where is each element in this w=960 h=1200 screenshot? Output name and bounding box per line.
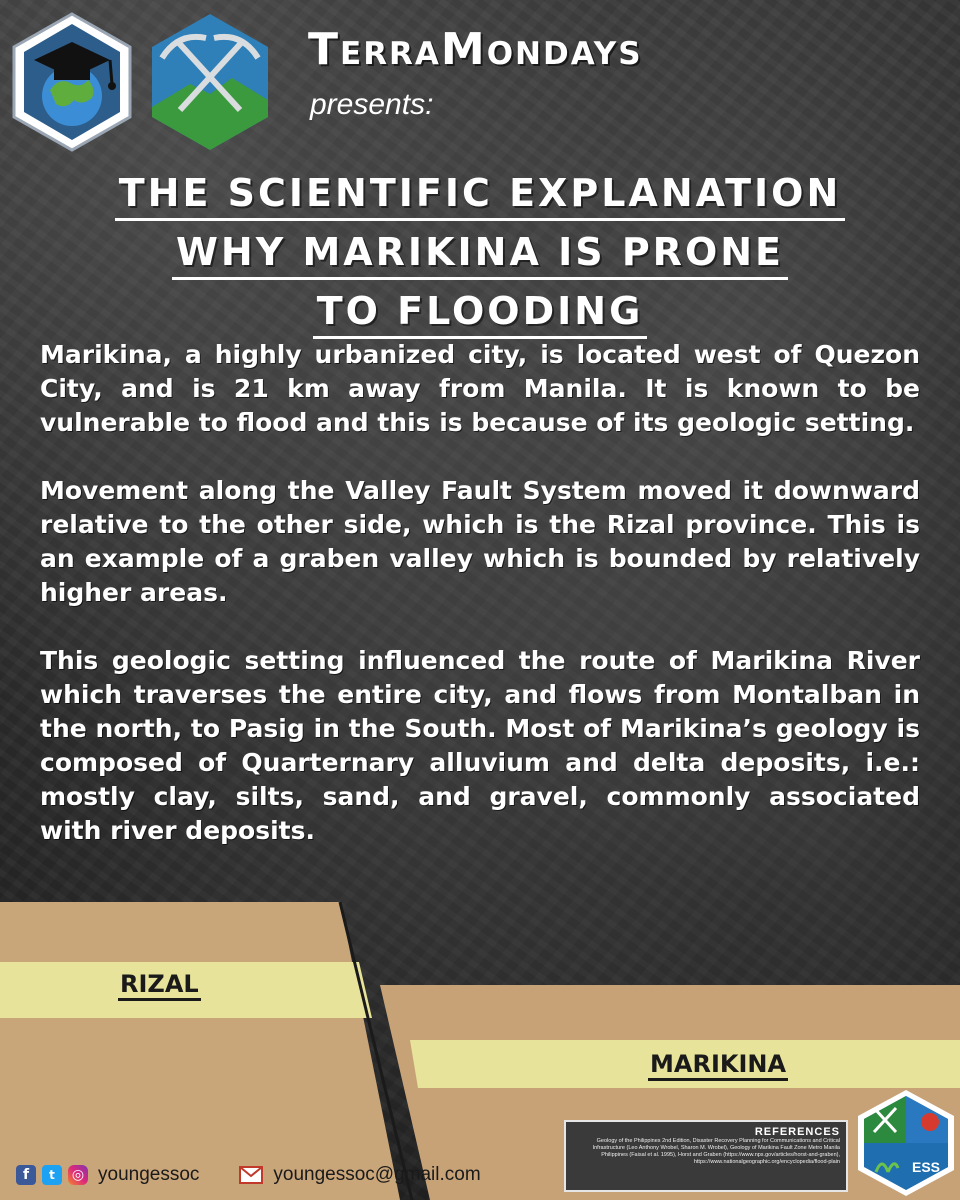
- headline-line-1: THE SCIENTIFIC EXPLANATION: [115, 170, 846, 221]
- references-text: Geology of the Philippines 2nd Edition, Disaster Recovery Planning for Communications and Critical Infrastructure (Leo Anthony Wrobel, Sharon M. Wrobel), Geology of Marikina Fault Zone Metro Manila Philippines (Faisal et al. 1995), Horst and Graben (https://www.nps.gov/articles/horst-and-graben), https://www.nationalgeographic.org/encyclopedia/flood-plain: [592, 1138, 840, 1165]
- paragraph-3: This geologic setting influenced the route of Marikina River which traverses the entire city, and flows from Montalban in the north, to Pasig in the South. Most of Marikina’s geology is composed of Quarternary alluvium and delta deposits, i.e.: mostly clay, silts, sand, and gravel, commonly associated with river deposits.: [40, 646, 920, 845]
- twitter-icon[interactable]: t: [42, 1165, 62, 1185]
- headline: [40, 170, 920, 347]
- email-link[interactable]: youngessoc@gmail.com: [273, 1164, 481, 1185]
- ess-logo: [856, 1088, 956, 1198]
- references-box: [564, 1120, 848, 1192]
- education-globe-logo: [12, 12, 132, 152]
- footer: [16, 1164, 481, 1186]
- paragraph-1: Marikina, a highly urbanized city, is located west of Quezon City, and is 21 km away from Manila. It is known to be vulnerable to flood and this is because of its geologic setting.: [40, 340, 920, 437]
- mail-icon: [239, 1166, 263, 1184]
- body-text: [40, 338, 920, 882]
- brand-subtitle: presents:: [310, 88, 434, 121]
- references-title: REFERENCES: [754, 1126, 840, 1138]
- brand-title: TerraMondays: [308, 24, 643, 75]
- ess-logo-text: ESS: [911, 1159, 941, 1175]
- rizal-block: [0, 902, 400, 1200]
- label-rizal: RIZAL: [118, 970, 201, 1001]
- instagram-icon[interactable]: ◎: [68, 1165, 88, 1185]
- label-marikina: MARIKINA: [648, 1050, 788, 1081]
- headline-line-2: WHY MARIKINA IS PRONE: [172, 229, 788, 280]
- social-handle[interactable]: youngessoc: [98, 1164, 200, 1185]
- paragraph-2: Movement along the Valley Fault System moved it downward relative to the other side, which is the Rizal province. This is an example of a graben valley which is bounded by relatively higher areas.: [40, 476, 920, 607]
- facebook-icon[interactable]: f: [16, 1165, 36, 1185]
- terra-pickaxe-logo: [150, 12, 270, 152]
- headline-line-3: TO FLOODING: [313, 288, 648, 339]
